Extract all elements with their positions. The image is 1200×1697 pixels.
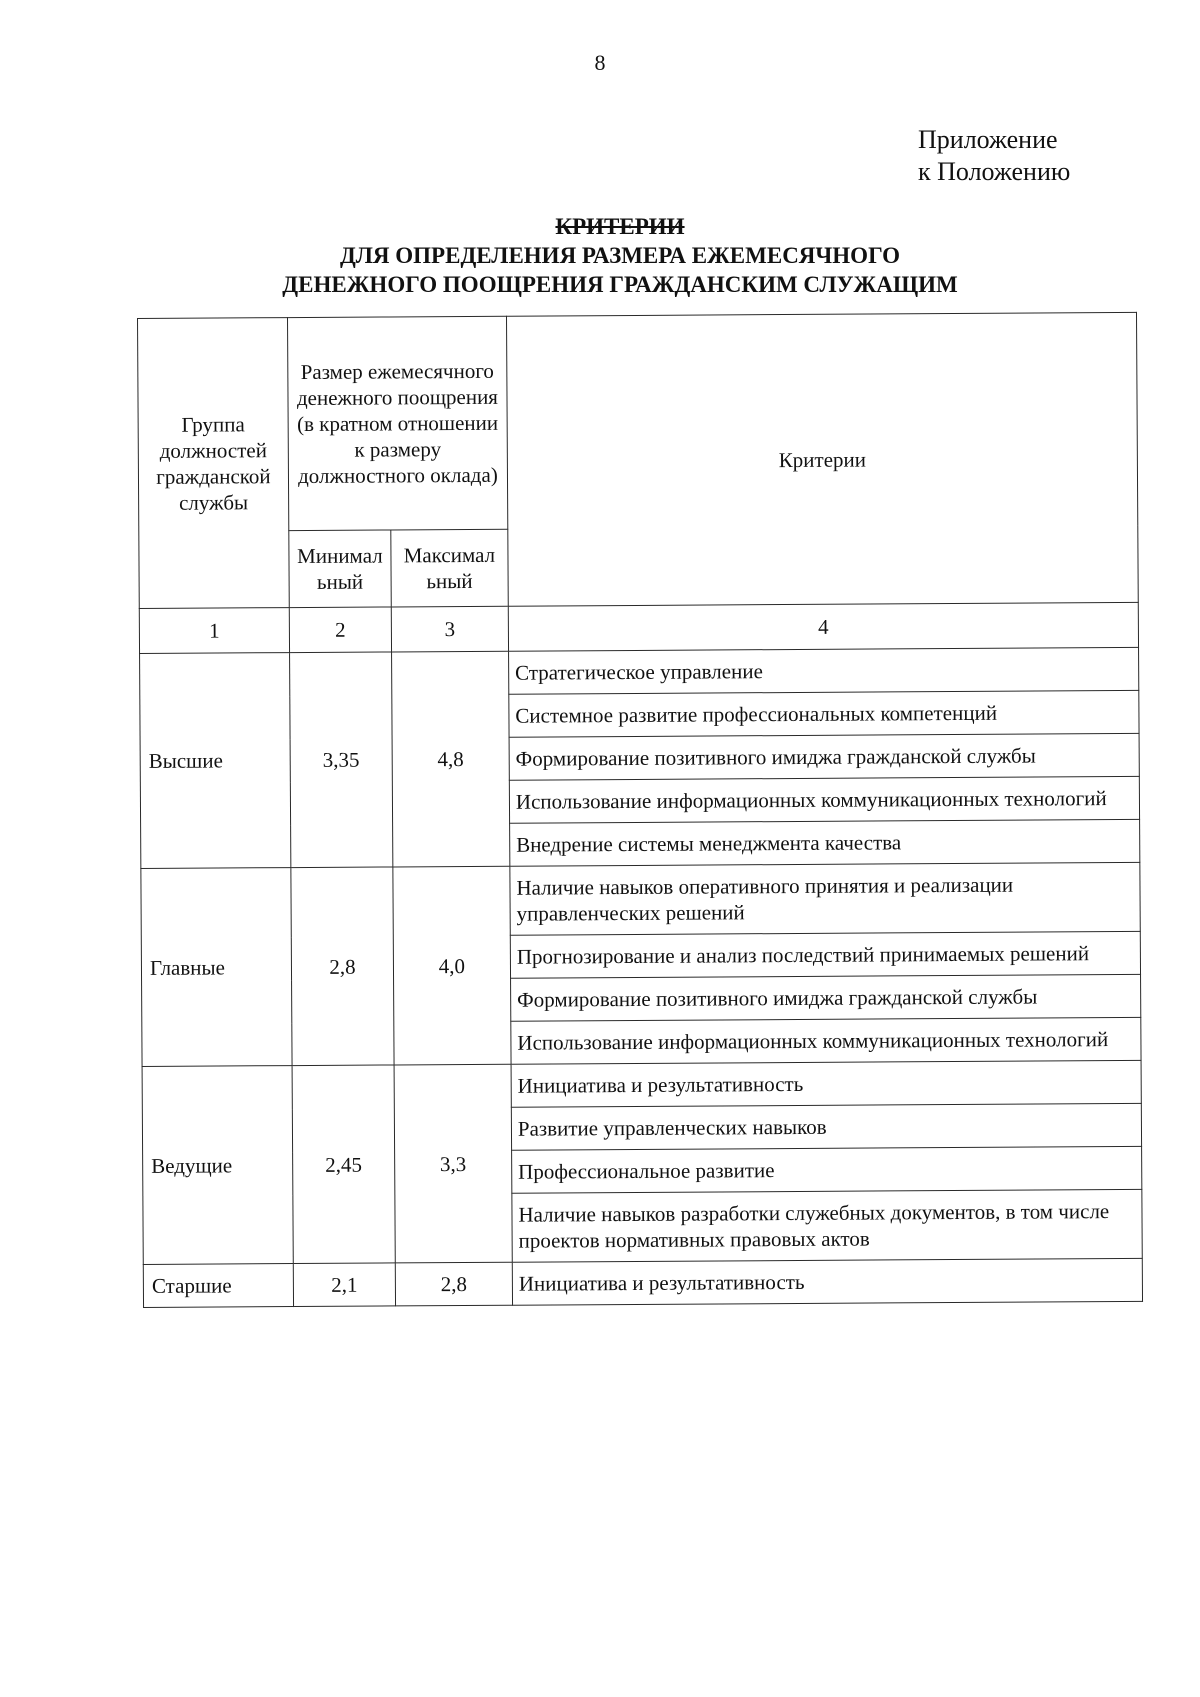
header-row: [138, 312, 1138, 531]
criterion: Профессиональное развитие: [512, 1146, 1142, 1193]
min-value: 2,8: [291, 867, 394, 1066]
title-line-1: КРИТЕРИИ: [555, 214, 685, 239]
page-number: 8: [594, 50, 606, 75]
header-group-label: Группа должностей гражданской службы: [156, 411, 271, 515]
appendix-note: [918, 124, 1070, 188]
criterion: Использование информационных коммуникационных технологий: [509, 776, 1139, 823]
criteria-table: [137, 312, 1143, 1308]
column-number: 4: [508, 602, 1138, 651]
criterion: Формирование позитивного имиджа гражданской службы: [509, 733, 1139, 780]
criterion: Формирование позитивного имиджа гражданской службы: [510, 974, 1140, 1021]
table-row: [140, 647, 1139, 696]
column-number-row: [139, 602, 1138, 653]
criterion: Системное развитие профессиональных компетенций: [509, 690, 1139, 737]
column-number: 3: [391, 606, 508, 652]
header-size: [287, 316, 507, 530]
criterion: Наличие навыков разработки служебных документов, в том числе проектов нормативных правовых актов: [512, 1189, 1142, 1262]
document-title: [0, 212, 1200, 299]
criterion: Инициатива и результативность: [511, 1060, 1141, 1107]
group-name: Старшие: [143, 1264, 293, 1308]
table-row: [142, 1060, 1141, 1109]
criterion: Стратегическое управление: [508, 647, 1138, 694]
title-line-3: ДЕНЕЖНОГО ПООЩРЕНИЯ ГРАЖДАНСКИМ СЛУЖАЩИМ: [282, 272, 958, 297]
criterion: Прогнозирование и анализ последствий принимаемых решений: [510, 931, 1140, 978]
criterion: Инициатива и результативность: [512, 1258, 1142, 1305]
table-row: [143, 1258, 1142, 1307]
header-size-label: Размер ежемесячного денежного поощрения (в кратном отношении к размеру должностного оклада): [296, 358, 499, 489]
max-value: 3,3: [394, 1064, 512, 1263]
header-min-label: Минимальный: [297, 543, 383, 594]
header-criteria: [506, 312, 1138, 606]
min-value: 3,35: [289, 652, 392, 868]
min-value: 2,45: [292, 1065, 395, 1264]
header-max-label: Максимальный: [403, 542, 496, 594]
criterion: Наличие навыков оперативного принятия и реализации управленческих решений: [510, 862, 1140, 935]
header-max: [391, 529, 508, 607]
table-row: [141, 862, 1140, 937]
title-line-2: ДЛЯ ОПРЕДЕЛЕНИЯ РАЗМЕРА ЕЖЕМЕСЯЧНОГО: [339, 243, 901, 268]
criterion: Использование информационных коммуникационных технологий: [511, 1017, 1141, 1064]
criterion: Внедрение системы менеджмента качества: [510, 819, 1140, 866]
max-value: 2,8: [395, 1262, 512, 1306]
header-min: [289, 530, 391, 608]
min-value: 2,1: [293, 1263, 395, 1307]
group-name: Высшие: [140, 653, 291, 869]
group-name: Главные: [141, 868, 292, 1067]
appendix-line-2: к Положению: [918, 157, 1071, 186]
column-number: 1: [139, 608, 289, 654]
header-criteria-label: Критерии: [778, 447, 867, 472]
max-value: 4,8: [391, 651, 509, 867]
appendix-line-1: Приложение: [918, 125, 1058, 154]
max-value: 4,0: [393, 866, 511, 1065]
criterion: Развитие управленческих навыков: [511, 1103, 1141, 1150]
column-number: 2: [289, 607, 391, 653]
group-name: Ведущие: [142, 1066, 293, 1265]
header-group: [138, 318, 290, 609]
